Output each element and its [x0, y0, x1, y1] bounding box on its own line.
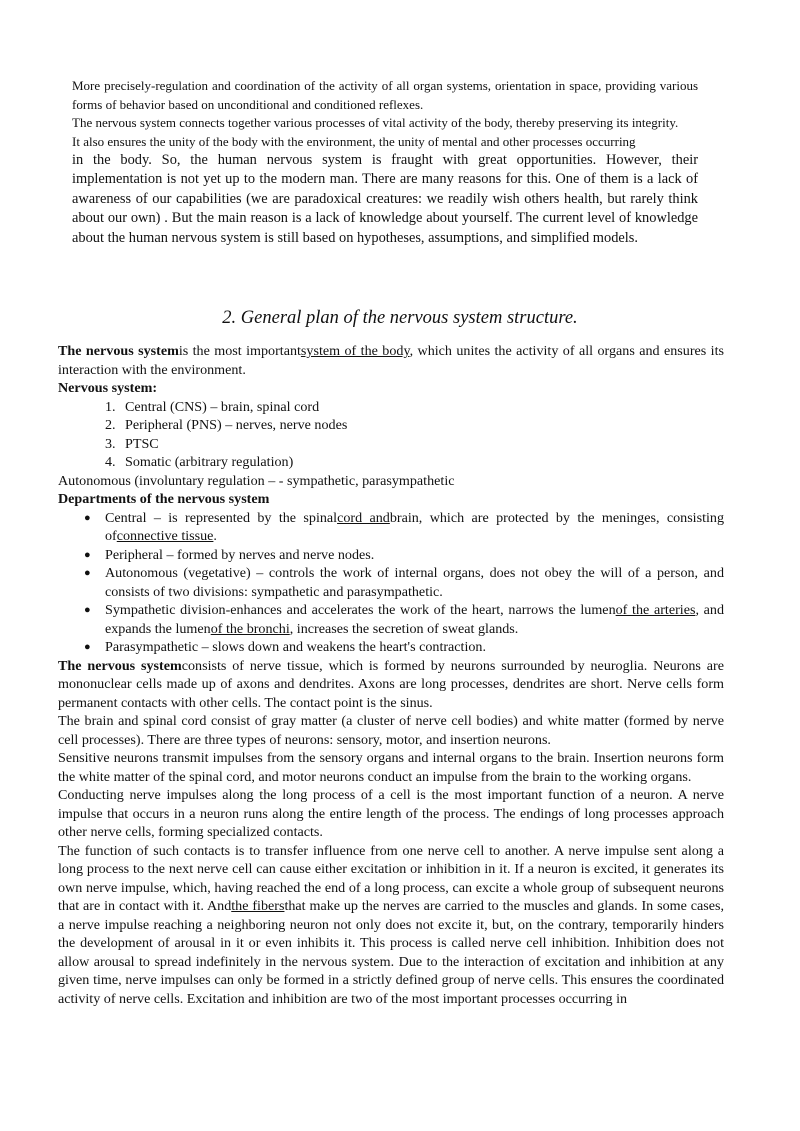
departments-label-text: Departments of the nervous system	[58, 491, 270, 507]
list-text: Somatic (arbitrary regulation)	[125, 454, 294, 470]
text-segment: The function of such contacts is to transfer influence from one nerve cell to another. A nerve impulse sent along a long process to the next nerve cell can cause either excitation or inhibition in it. If a neuron is excited, it generates its own nerve impulse, which, having reached the end of a long process, can excite a whole group of subsequent neurons that are in contact with it. And	[58, 842, 724, 914]
list-text: Peripheral (PNS) – nerves, nerve nodes	[125, 417, 348, 433]
bullet-icon: ●	[84, 567, 91, 579]
text-segment: Sympathetic division-enhances and accelerates the work of the heart, narrows the lumen	[105, 602, 616, 618]
bullet-text: Autonomous (vegetative) – controls the work of internal organs, does not obey the will of a person, and consists of two divisions: sympathetic and parasympathetic.	[105, 565, 724, 600]
definition-paragraph	[58, 342, 724, 379]
list-item-autonomous	[84, 564, 724, 601]
bullet-text: Peripheral – formed by nerves and nerve nodes.	[105, 546, 375, 563]
text-segment: , increases the secretion of sweat glands.	[289, 620, 519, 637]
connective-tissue-link[interactable]: connective tissue	[116, 528, 214, 544]
main-body	[58, 342, 724, 1008]
of-the-arteries-link[interactable]: of the arteries	[615, 602, 696, 618]
numbered-list	[58, 398, 724, 472]
body-paragraph: Conducting nerve impulses along the long process of a cell is the most important function of a neuron. A nerve impulse that occurs in a neuron runs along the entire length of the process. The endings of long processes approach other nerve cells, forming specialized contacts.	[58, 787, 724, 840]
list-text: PTSC	[125, 435, 159, 452]
list-text: Central (CNS) – brain, spinal cord	[125, 398, 320, 415]
definition-post: , which unites the activity of all organs and ensures its interaction with the environment.	[58, 343, 725, 378]
body-paragraph: Sensitive neurons transmit impulses from the sensory organs and internal organs to the brain. Insertion neurons form the white matter of the spinal cord, and motor neurons conduct an impulse from the brain to the working organs.	[58, 750, 724, 785]
intro-paragraph-2: The nervous system connects together various processes of vital activity of the body, thereby preserving its integrity.	[72, 115, 679, 130]
list-item	[105, 435, 724, 454]
cord-and-link[interactable]: cord and	[337, 509, 390, 526]
section-heading: 2. General plan of the nervous system structure.	[222, 308, 578, 328]
body-paragraph: The brain and spinal cord consist of gray matter (a cluster of nerve cell bodies) and white matter (formed by nerve cell processes). There are three types of neurons: sensory, motor, and insertion neurons.	[58, 713, 724, 748]
intro-paragraph-4: in the body. So, the human nervous system is fraught with great opportunities. However, their implementation is not yet up to the modern man. There are many reasons for this. One of them is a lack of awareness of our capabilities (we are paradoxical creatures: we readily wish others health, but rarely think about our own) . But the main reason is a lack of knowledge about yourself. The current level of knowledge about the human nervous system is still based on hypotheses, assumptions, and simplified models.	[72, 152, 698, 246]
bullet-text: Parasympathetic – slows down and weakens the heart's contraction.	[105, 639, 487, 655]
nervous-system-label-text: Nervous system:	[58, 380, 158, 396]
the-fibers-link[interactable]: the fibers	[231, 898, 285, 914]
list-item-sympathetic	[84, 601, 724, 638]
intro-paragraph-3: It also ensures the unity of the body with the environment, the unity of mental and other processes occurring	[72, 133, 636, 149]
text-segment: that make up the nerves are carried to the muscles and glands. In some cases, a nerve impulse reaching a neighboring neuron not only does not excite it, but, on the contrary, temporarily hinders the development of arousal in it or even inhibits it. This process is called nerve cell inhibition. Inhibition does not allow arousal to spread indefinitely in the nervous system. Due to the interaction of excitation and inhibition at any given time, nerve impulses can only be formed in a strictly defined group of nerve cells. This ensures the coordinated activity of nerve cells. Excitation and inhibition are two of the most important processes occurring in	[58, 898, 724, 1007]
tissue-term: The nervous system	[58, 657, 182, 674]
list-item	[105, 398, 724, 417]
bullet-icon: ●	[84, 604, 91, 616]
nervous-system-label	[58, 379, 724, 398]
departments-label	[58, 490, 724, 509]
definition-pre: is the most important	[178, 343, 301, 359]
list-item-peripheral	[84, 546, 724, 565]
list-item	[105, 453, 724, 472]
departments-list	[58, 509, 724, 657]
system-of-body-link[interactable]: system of the body	[300, 343, 410, 359]
text-segment: Central – is represented by the spinal	[105, 509, 338, 526]
list-number: 3.	[105, 435, 116, 452]
text-segment: brain, which are protected by the meninges, consisting of	[105, 509, 724, 544]
bullet-icon: ●	[84, 511, 91, 524]
list-item	[105, 416, 724, 435]
tissue-text: consists of nerve tissue, which is formed by neurons surrounded by neuroglia. Neurons are mononuclear cells made up of axons and dendrites. Axons are long processes, dendrites are short. Nerve cells form permanent contacts with other cells. The contact point is the sinus.	[58, 657, 724, 711]
bullet-icon: ●	[84, 641, 91, 653]
last-paragraph	[58, 842, 724, 1009]
tissue-paragraph	[58, 657, 724, 713]
list-number: 2.	[105, 417, 116, 433]
list-number: 4.	[105, 454, 116, 470]
bullet-text	[105, 601, 724, 638]
autonomous-line: Autonomous (involuntary regulation – - sympathetic, parasympathetic	[58, 472, 455, 489]
bullet-text	[105, 509, 724, 546]
text-segment: .	[213, 528, 217, 544]
intro-section	[72, 77, 698, 248]
of-the-bronchi-link[interactable]: of the bronchi	[210, 620, 290, 637]
bullet-icon: ●	[84, 548, 91, 561]
list-item-parasympathetic	[84, 638, 724, 657]
list-number: 1.	[105, 398, 116, 415]
list-item-central	[84, 509, 724, 546]
text-segment: , and expands the lumen	[105, 602, 724, 637]
intro-paragraph-1: More precisely-regulation and coordination of the activity of all organ systems, orientation in space, providing various forms of behavior based on unconditional and conditioned reflexes.	[72, 78, 698, 112]
definition-term: The nervous system	[58, 343, 179, 359]
